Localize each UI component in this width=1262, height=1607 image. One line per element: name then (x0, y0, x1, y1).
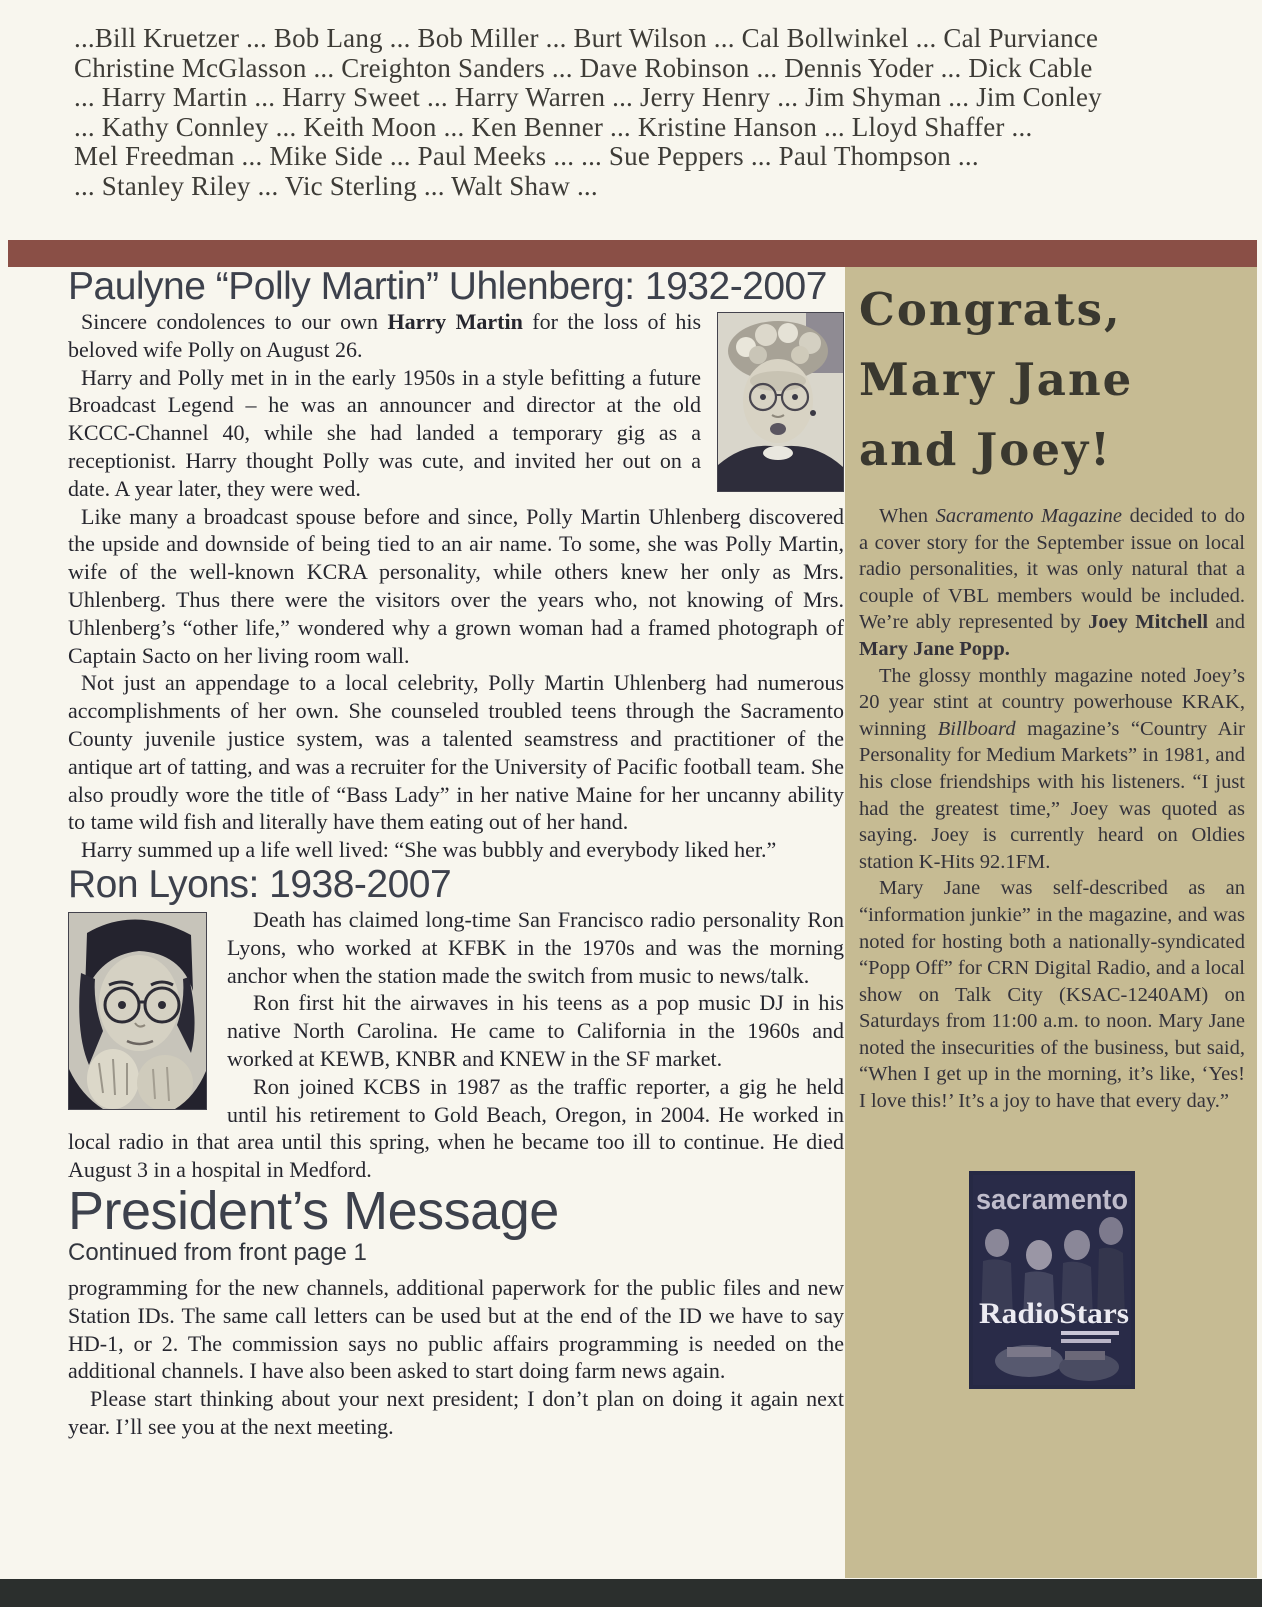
polly-paragraph-3: Like many a broadcast spouse before and since, Polly Martin Uhlenberg discovered the upside and downside of being tied to an air name. To some, she was Polly Martin, wife of the well-known KCRA personality, while others knew her only as Mrs. Uhlenberg. Thus there were the visitors over the years who, not knowing of Mrs. Uhlenberg’s “other life,” wondered why a grown woman had a framed photograph of Captain Sacto on her living room wall. (68, 503, 844, 668)
congrats-paragraph-3: Mary Jane was self-described as an “information junkie” in the magazine, and was noted for hosting both a nationally-syndicated “Popp Off” for CRN Digital Radio, and a local show on Talk City (KSAC-1240AM) on Saturdays from 11:00 a.m. to noon. Mary Jane noted the insecurities of the business, but said, “When I get up in the morning, it’s like, ‘Yes! I love this!’ It’s a joy to have that every day.” (859, 877, 1245, 1113)
names-line-1: ...Bill Kruetzer ... Bob Lang ... Bob Miller ... Burt Wilson ... Cal Bollwinkel ... Cal Purviance (74, 23, 1099, 53)
accent-divider-bar (8, 240, 1257, 267)
article-ron-title: Ron Lyons: 1938-2007 (68, 862, 452, 906)
congrats-paragraph-2: The glossy monthly magazine noted Joey’s 20 year stint at country powerhouse KRAK, winning Billboard magazine’s “Country Air Personality for Medium Markets” in 1981, and his close friendships with his listeners. “I just had the greatest time,” Joey was quoted as saying. Joey is currently heard on Oldies station K-Hits 92.1FM. (859, 664, 1245, 873)
article-polly-title: Paulyne “Polly Martin” Uhlenberg: 1932-2007 (68, 265, 827, 308)
magazine-masthead-text: sacramento (976, 1183, 1128, 1216)
ron-paragraph-3: Ron joined KCBS in 1987 as the traffic reporter, a gig he held until his retirement to Gold Beach, Oregon, in 2004. He worked in local radio in that area until this spring, when he became too ill to continue. He died August 3 in a hospital in Medford. (68, 1073, 844, 1183)
magazine-cover (969, 1171, 1135, 1389)
continued-from-note: Continued from front page 1 (68, 1238, 367, 1266)
congrats-paragraph-1: When Sacramento Magazine decided to do a cover story for the September issue on local radio personalities, it was only natural that a couple of VBL members would be included. We’re ably represented by Joey Mitchell and Mary Jane Popp. (859, 505, 1245, 660)
polly-paragraph-4: Not just an appendage to a local celebrity, Polly Martin Uhlenberg had numerous accomplishments of her own. She counseled troubled teens through the Sacramento County juvenile justice system, was a talented seamstress and practitioner of the antique art of tatting, and was a recruiter for the University of Pacific football team. She also proudly wore the title of “Bass Lady” in her native Maine for her uncanny ability to tame wild fish and literally have them eating out of her hand. (68, 670, 844, 835)
polly-portrait-image (718, 313, 843, 491)
magazine-cover-image (969, 1171, 1135, 1389)
ron-paragraph-1: Death has claimed long-time San Francisco radio personality Ron Lyons, who worked at KFBK in the 1970s and was the morning anchor when the station made the switch from music to news/talk. (227, 906, 844, 988)
names-line-5: Mel Freedman ... Mike Side ... Paul Meeks ... ... Sue Peppers ... Paul Thompson ... (74, 141, 979, 171)
article-polly-obituary (68, 266, 844, 864)
president-paragraph-1: programming for the new channels, additional paperwork for the public files and new Station IDs. The same call letters can be used but at the end of the ID we have to say HD-1, or 2. The commission says no public affairs programming is needed on the additional channels. I have also been asked to start doing farm news again. (68, 1274, 844, 1384)
names-line-3: ... Harry Martin ... Harry Sweet ... Harry Warren ... Jerry Henry ... Jim Shyman ... Jim Conley (74, 82, 1102, 112)
names-line-2: Christine McGlasson ... Creighton Sanders ... Dave Robinson ... Dennis Yoder ... Dick Cable (74, 52, 1093, 83)
names-line-4: ... Kathy Connley ... Keith Moon ... Ken Benner ... Kristine Hanson ... Lloyd Shaffer ... (74, 111, 1033, 142)
names-line-6: ... Stanley Riley ... Vic Sterling ... Walt Shaw ... (74, 170, 598, 201)
ron-paragraph-2: Ron first hit the airwaves in his teens as a pop music DJ in his native North Carolina. He came to California in the 1960s and worked at KEWB, KNBR and KNEW in the SF market. (227, 990, 844, 1071)
congrats-title: Congrats, Mary Jane and Joey! (859, 283, 1134, 476)
bottom-bar (0, 1579, 1262, 1607)
polly-photo (717, 312, 844, 492)
ron-portrait-image (69, 913, 206, 1109)
magazine-title-text: RadioStars (979, 1296, 1129, 1330)
polly-paragraph-2: Harry and Polly met in in the early 1950s in a style befitting a future Broadcast Legend – he was an announcer and director at the old KCCC-Channel 40, while she had landed a temporary gig as a receptionist. Harry thought Polly was cute, and invited her out on a date. A year later, they were wed. (68, 364, 701, 501)
masthead-names (74, 24, 1206, 201)
right-column (845, 267, 1257, 1578)
article-president-message (68, 1180, 844, 1441)
article-president-title: President’s Message (68, 1180, 559, 1241)
president-paragraph-2: Please start thinking about your next president; I don’t plan on doing it again next year. I’ll see you at the next meeting. (68, 1386, 844, 1439)
article-ron-obituary (68, 864, 844, 1184)
left-column (68, 266, 844, 1441)
ron-photo (68, 912, 207, 1110)
polly-paragraph-5: Harry summed up a life well lived: “She was bubbly and everybody liked her.” (81, 837, 777, 863)
polly-paragraph-1: Sincere condolences to our own Harry Martin for the loss of his beloved wife Polly on August 26. (68, 309, 702, 362)
